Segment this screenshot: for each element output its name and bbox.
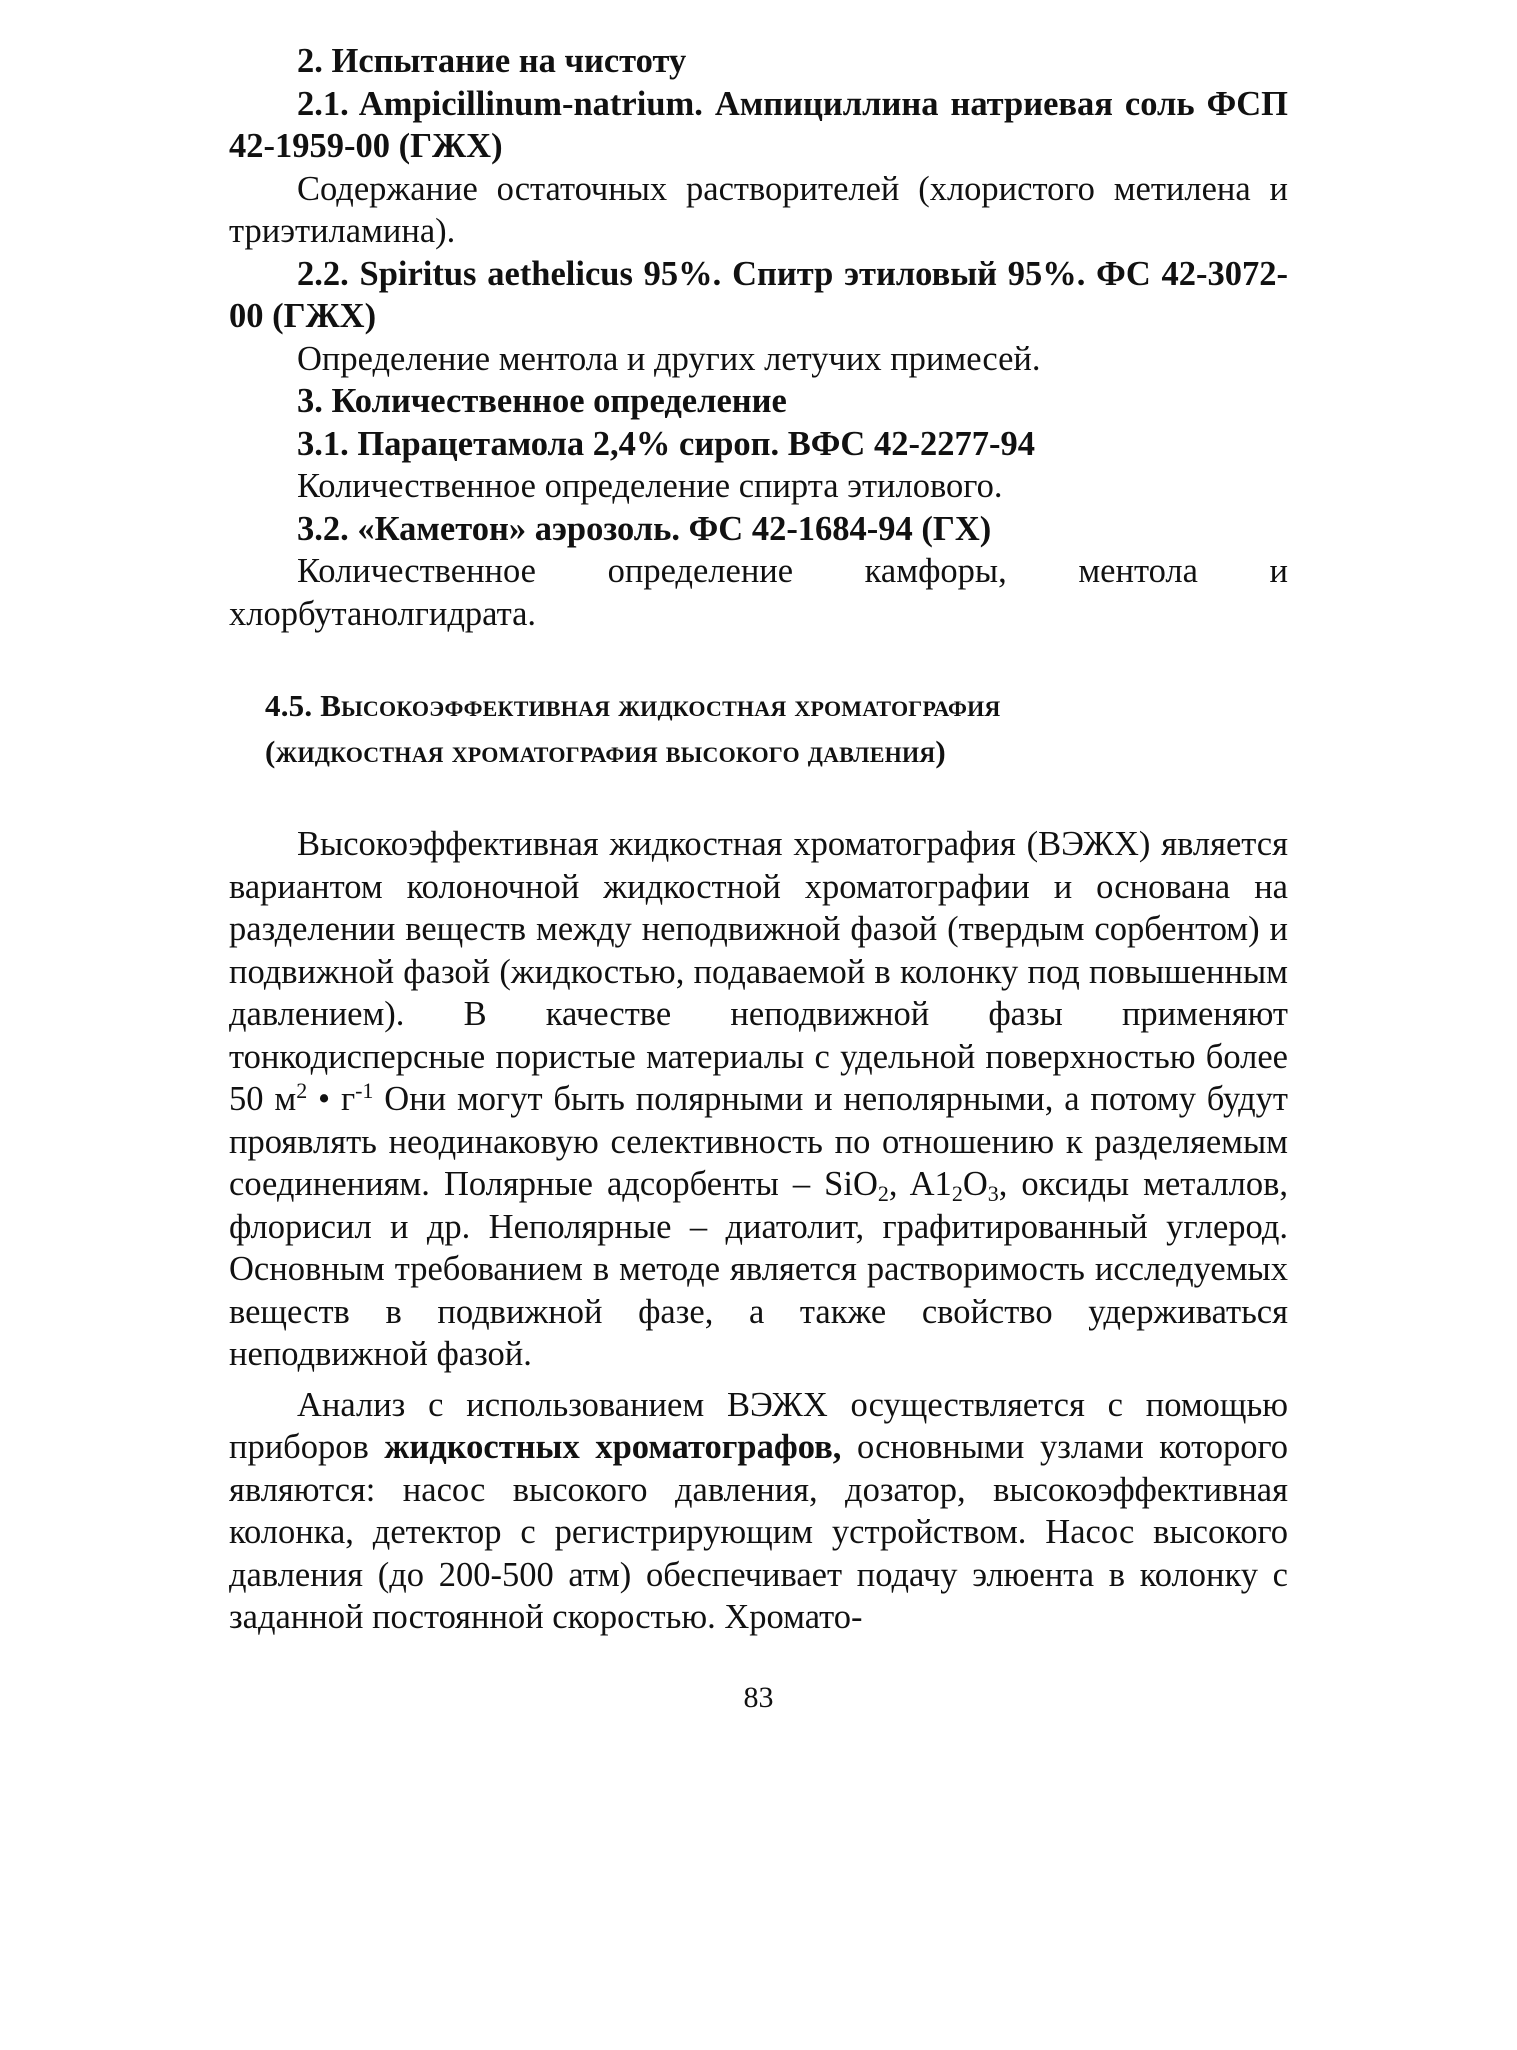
heading-spiritus: 2.2. Spiritus aethelicus 95%. Спитр этиловый 95%. ФС 42-3072-00 (ГЖХ): [229, 254, 1288, 335]
para1-text-b: • г: [307, 1080, 356, 1118]
heading-paracetamol: 3.1. Парацетамола 2,4% сироп. ВФС 42-2277-94: [297, 424, 1035, 463]
section-title-line-2: (жидкостная хроматография высокого давления): [265, 734, 946, 769]
page-number: 83: [743, 1681, 774, 1714]
para1-text-e: O: [962, 1165, 988, 1203]
subscript-2: 2: [877, 1181, 889, 1206]
para2-text-a: Анализ с использованием ВЭЖХ осуществляется с помощью приборов: [229, 1385, 1288, 1466]
heading-cameton: 3.2. «Каметон» аэрозоль. ФС 42-1684-94 (ГХ): [297, 509, 992, 548]
para1-text-f: , оксиды металлов, флорисил и др. Неполярные – диатолит, графитированный углерод. Основным требованием в методе является растворимость исследуемых веществ в подвижной фазе, а также свойство удерживаться неподвижной фазой.: [229, 1165, 1288, 1373]
section-title-line-1: 4.5. Высокоэффективная жидкостная хроматография: [265, 688, 1001, 723]
paragraph-hplc-definition: [229, 823, 1288, 1376]
paragraph-hplc-instruments: [229, 1384, 1288, 1639]
para1-text-d: , A1: [888, 1165, 952, 1203]
text-spiritus: Определение ментола и других летучих примесей.: [297, 339, 1041, 378]
superscript-2: 2: [296, 1078, 308, 1103]
heading-purity-test: 2. Испытание на чистоту: [297, 42, 687, 80]
section-title: [229, 683, 1288, 775]
superscript-minus-1: -1: [355, 1078, 374, 1103]
subscript-3: 3: [987, 1181, 999, 1206]
para2-text-b: основными узлами которого являются: насос высокого давления, дозатор, высокоэффективная колонка, детектор с регистрирующим устройством. Насос высокого давления (до 200-500 атм) обеспечивает подачу элюента в колонку с заданной постоянной скоростью. Хромато-: [229, 1428, 1288, 1636]
heading-ampicillin: 2.1. Ampicillinum-natrium. Ампициллина натриевая соль ФСП 42-1959-00 (ГЖХ): [229, 84, 1288, 165]
text-ampicillin: Содержание остаточных растворителей (хлористого метилена и триэтиламина).: [229, 169, 1288, 250]
para1-text-c: Они могут быть полярными и неполярными, а потому будут проявлять неодинаковую селективность по отношению к разделяемым соединениям. Полярные адсорбенты – SiO: [229, 1080, 1288, 1203]
heading-quantitative: 3. Количественное определение: [297, 382, 787, 420]
para2-bold-term: жидкостных хроматографов,: [384, 1428, 842, 1466]
text-paracetamol: Количественное определение спирта этилового.: [297, 467, 1003, 505]
text-cameton: Количественное определение камфоры, ментола и хлорбутанолгидрата.: [229, 552, 1288, 633]
subscript-2-al: 2: [951, 1181, 963, 1206]
para1-text-a: Высокоэффективная жидкостная хроматография (ВЭЖХ) является вариантом колоночной жидкостной хроматографии и основана на разделении веществ между неподвижной фазой (твердым сорбентом) и подвижной фазой (жидкостью, подаваемой в колонку под повышенным давлением). В качестве неподвижной фазы применяют тонкодисперсные пористые материалы с удельной поверхностью более 50 м: [229, 825, 1288, 1118]
